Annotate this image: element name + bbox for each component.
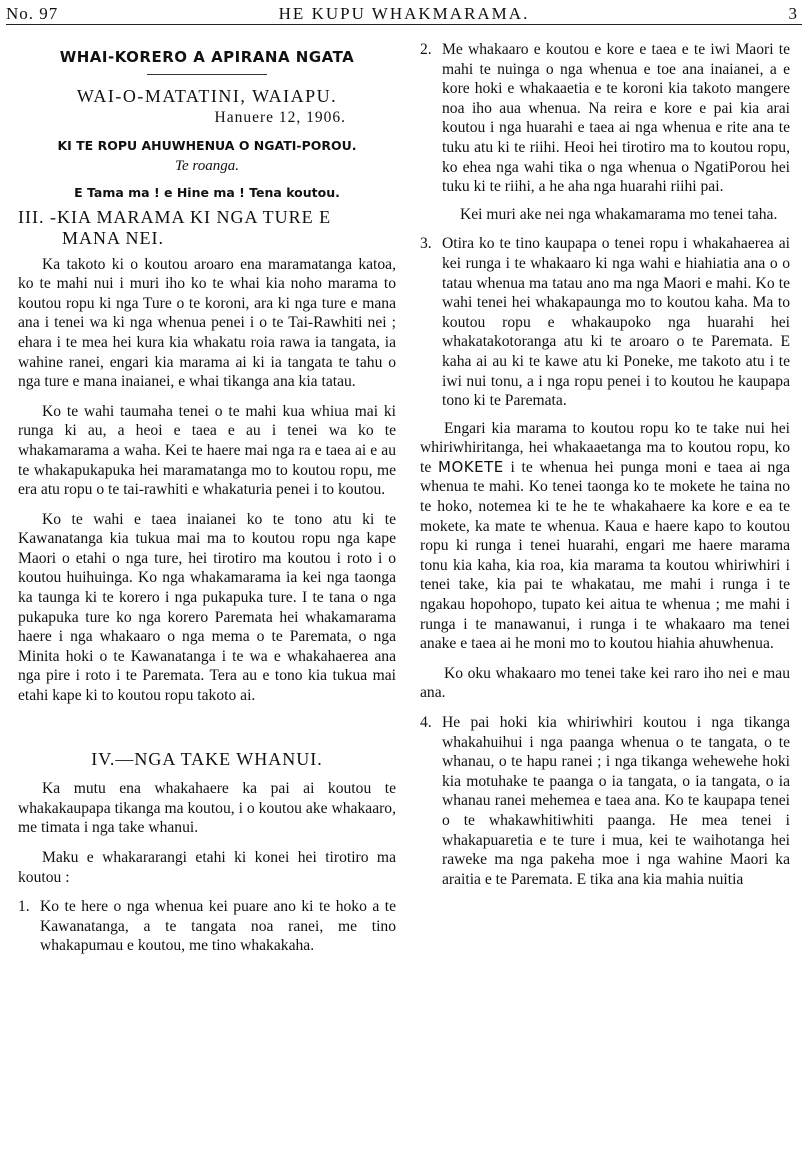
title-rule xyxy=(147,74,267,75)
section-4-heading: IV.—NGA TAKE WHANUI. xyxy=(91,748,323,769)
list-item-number: 1. xyxy=(18,898,30,916)
greeting: E Tama ma ! e Hine ma ! Tena koutou. xyxy=(74,184,340,200)
paragraph-text: i te whenua hei punga moni e taea ai nga whenua te mahi. Ko tenei taonga ko te mokete he taina no te hoko, notemea ki te he te whakahaere ka kore e ea te mokete, ka mate te whenua. Kaua e haere kapo to koutou ropu ki runga i tenei huarahi, engari me haere marama tonu kia kaha, kia roa, kia marama ta koutou whiriwhiri i tenei take, kia pai te whakatau, me mahi i runga i te ngakau hopohopo, tupato kei aitua te whenua ; me mahi i runga i te manawanui, i runga i te whakaaro ma tenei anake e taea ai he moni mo to koutou hiahia ahuwhenua. xyxy=(420,458,791,653)
article-title: WHAI-KORERO A APIRANA NGATA xyxy=(59,48,355,66)
paragraph-text: Engari kia marama to koutou ropu ko te take nui hei whiriwhiritanga, hei whakaaetanga ma to koutou ropu, ko te xyxy=(420,419,790,476)
continuation-note: Te roanga. xyxy=(175,158,239,175)
section-3-heading-line-1: III. -KIA MARAMA KI NGA TURE E xyxy=(18,206,332,227)
section-3-heading xyxy=(18,207,396,249)
paragraph: Ka takoto ki o koutou aroaro ena maramatanga katoa, ko te mahi nui i muri iho ko te whai kia noho marama to koutou ropu ki nga Ture o te koroni, ara ki nga ture e mana ana i tenei wa ki nga whenua penei i o te Tai-Rawhiti nei ; ehara i te mea hei kura kia whakatu roia rawa ia tangata, ia wahine ranei, engari kia marama ai ki ia tangata te tahu o nga ture e mana inaianei, e whai tikanga ana kia tatau. xyxy=(18,255,396,391)
list-item-text: Otira ko te tino kaupapa o tenei ropu i whakahaerea ai kei runga i te whakaaro ki nga wahi e hiahiatia ana o o tatau whenua ma tatau ano ma nga Maori e mahi. Ko te wahi tenei hei whakapaunga mo to koutou kaha. Ma to koutou ropu e whakaupoko nga huarahi hei whakatakotoranga atu ki te aroaro o te Paremata. E kaha ai au ki te kawe atu ki Poneke, me takoto atu i te iwi nui tonu, a i nga ropu penei i to koutou he kaupapa tono ki te Paremata. xyxy=(442,235,790,410)
section-3-heading-line-2: MANA NEI. xyxy=(62,227,164,248)
right-column xyxy=(420,40,790,897)
paragraph: Ko oku whakaaro mo tenei take kei raro iho nei e mau ana. xyxy=(420,664,790,702)
issue-number: No. 97 xyxy=(6,4,59,23)
list-item-number: 4. xyxy=(420,714,432,731)
paragraph: Ko te wahi taumaha tenei o te mahi kua whiua mai ki runga ki au, a heoi e taea e au i tenei wa ko te whakamarama a waha. Kei te haere mai nga ra e taea ai e au te whakapukapuka hei maramatanga mo to koutou ropu, me era atu ropu o te tai-rawhiti e whakaturia penei i to koutou. xyxy=(18,402,396,499)
list-item xyxy=(420,234,790,410)
emphasis-word: MOKETE xyxy=(438,457,504,476)
paragraph: Ka mutu ena whakahaere ka pai ai koutou te whakakaupapa tikanga ma koutou, i o koutou ake whakaaro, me timata i nga take whanui. xyxy=(18,780,396,837)
address-heading: KI TE ROPU AHUWHENUA O NGATI-POROU. xyxy=(57,137,357,153)
list-item-number: 3. xyxy=(420,235,432,253)
page-number: 3 xyxy=(788,4,798,23)
publication-title: HE KUPU WHAKMARAMA. xyxy=(278,4,530,23)
paragraph: Maku e whakararangi etahi ki konei hei tirotiro ma koutou : xyxy=(18,849,396,886)
list-item xyxy=(18,897,396,956)
dateline-date: Hanuere 12, 1906. xyxy=(214,109,346,127)
list-item-text: He pai hoki kia whiriwhiri koutou i nga tikanga whakahuihui i nga paanga whenua o te tangata, o te whanau, o te hapu ranei ; i nga tikanga wehewehe hoki kia motuhake te paanga o ia tangata, o ia tangata, o ia whanau ranei mehemea e taea ana. Ko te kaupapa tenei o te whakawhitiwhiti paanga. He mea tenei i whakapuaretia e te ture i mua, kei te waihotanga hei raweke ma nga pakeha moe i nga wahine Maori ka araitia e te Paremata. E tika ana kia mahia nuitia xyxy=(442,714,790,888)
list-item xyxy=(420,713,790,889)
list-item-text: Ko te here o nga whenua kei puare ano ki te hoko a te Kawanatanga, a te tangata noa ranei, me tino whakapumau e koutou, me tino whakakaha. xyxy=(40,898,396,955)
page-header xyxy=(6,2,802,25)
paragraph xyxy=(420,419,790,654)
dateline-place: WAI-O-MATATINI, WAIAPU. xyxy=(76,85,338,106)
list-item-number: 2. xyxy=(420,41,432,58)
list-item-text: Me whakaaro e koutou e kore e taea e te iwi Maori te mahi te nuinga o nga whenua e toe ana inaianei, a e kore hoki e whakaaetia e te koroni kia takoto mangere noa iho aua whenua. Na reira e kore e pai kia arai koutou i nga huarahi e taea ai nga whenua e rite ana te tuku atu ki te riihi. Heoi hei tirotiro ma to koutou ropu, ko ehea nga wahi tika o nga whenua o NgatiPorou hei tuku ki te riihi, a he aha nga huarahi riihi pai. xyxy=(442,41,790,196)
left-column xyxy=(18,40,396,964)
paragraph: Ko te wahi e taea inaianei ko te tono atu ki te Kawanatanga kia tukua mai ma to koutou ropu nga kape Maori o etahi o nga ture, hei tirotiro ma koutou i roto i o koutou huihuinga. Ko nga whakamarama ia kei nga taonga ka taunga ki te korero i nga pukapuka ture. I te tana o nga pukapuka ture ko nga korero Paremata hei whakamarama haere i nga whakaaro o nga mema o te Paremata, o nga Minita hoki o te Kawanatanga i te wa e whakahaerea ana nga pire i roto i te Paremata. Tera au e tono kia tukua mai etahi kape ki to koutou ropu takoto ai. xyxy=(18,510,396,705)
paragraph: Kei muri ake nei nga whakamarama mo tenei taha. xyxy=(460,205,778,223)
list-item xyxy=(420,40,790,197)
